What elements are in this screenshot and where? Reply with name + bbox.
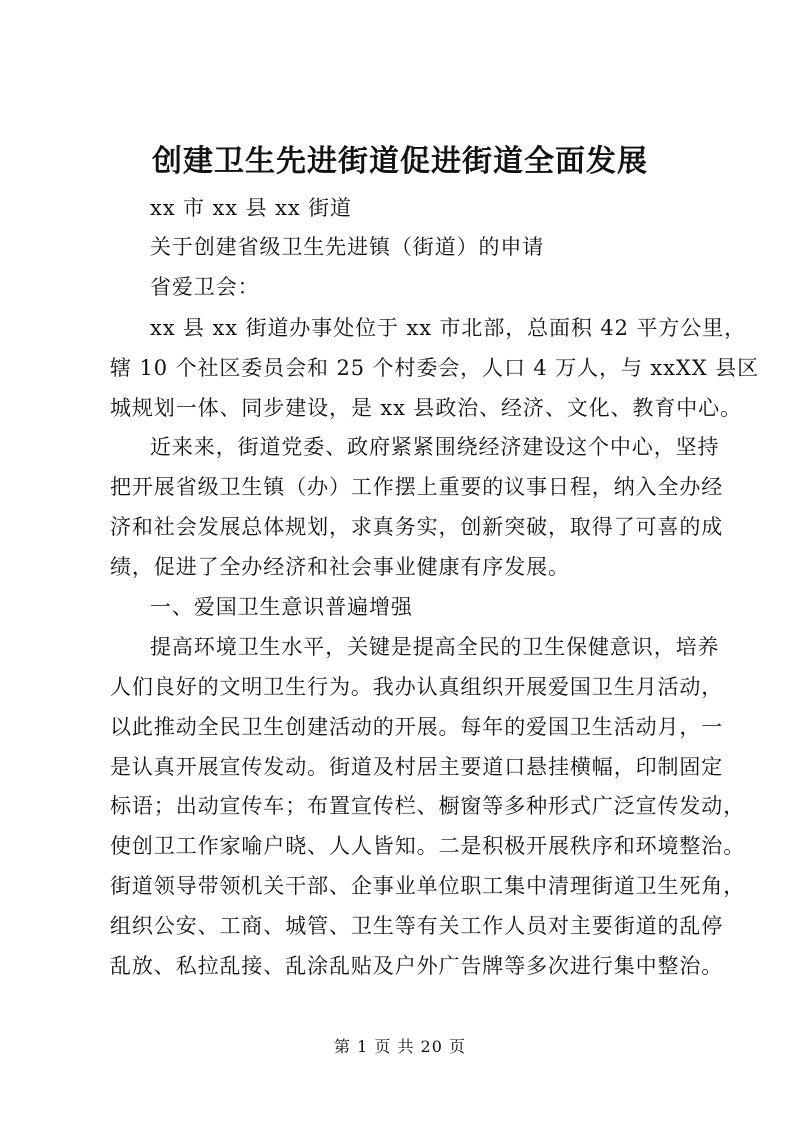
paragraph-line: xx 县 xx 街道办事处位于 xx 市北部，总面积 42 平方公里， — [150, 316, 747, 340]
section-heading: 一、爱国卫生意识普遍增强 — [150, 595, 413, 619]
paragraph-line: 标语；出动宣传车；布置宣传栏、橱窗等多种形式广泛宣传发动， — [110, 794, 746, 818]
paragraph-line: 把开展省级卫生镇（办）工作摆上重要的议事日程，纳入全办经 — [110, 475, 724, 499]
subject-line: 关于创建省级卫生先进镇（街道）的申请 — [150, 235, 545, 259]
paragraph-line: 近来来，街道党委、政府紧紧围绕经济建设这个中心，坚持 — [150, 435, 720, 459]
paragraph-line: 提高环境卫生水平，关键是提高全民的卫生保健意识，培养 — [150, 635, 720, 659]
paragraph-line: 使创卫工作家喻户晓、人人皆知。二是积极开展秩序和环境整治。 — [110, 834, 746, 858]
salutation-line: 省爱卫会： — [150, 275, 260, 299]
paragraph-line: 人们良好的文明卫生行为。我办认真组织开展爱国卫生月活动， — [110, 675, 724, 699]
paragraph-line: 以此推动全民卫生创建活动的开展。每年的爱国卫生活动月，一 — [110, 715, 724, 739]
paragraph-line: 辖 10 个社区委员会和 25 个村委会，人口 4 万人，与 xxXX 县区 — [110, 356, 759, 380]
page-indicator: 第 1 页 共 20 页 — [334, 1037, 466, 1056]
paragraph-line: 绩，促进了全办经济和社会事业健康有序发展。 — [110, 555, 570, 579]
paragraph-line: 乱放、私拉乱接、乱涂乱贴及户外广告牌等多次进行集中整治。 — [110, 954, 724, 978]
paragraph-line: 街道领导带领机关干部、企事业单位职工集中清理街道卫生死角， — [110, 874, 746, 898]
paragraph-line: 城规划一体、同步建设，是 xx 县政治、经济、文化、教育中心。 — [110, 396, 742, 420]
paragraph-line: 组织公安、工商、城管、卫生等有关工作人员对主要街道的乱停 — [110, 914, 724, 938]
document-title: 创建卫生先进街道促进街道全面发展 — [152, 144, 648, 179]
address-line: xx 市 xx 县 xx 街道 — [150, 196, 352, 220]
paragraph-line: 济和社会发展总体规划，求真务实，创新突破，取得了可喜的成 — [110, 515, 724, 539]
paragraph-line: 是认真开展宣传发动。街道及村居主要道口悬挂横幅，印制固定 — [110, 755, 724, 779]
